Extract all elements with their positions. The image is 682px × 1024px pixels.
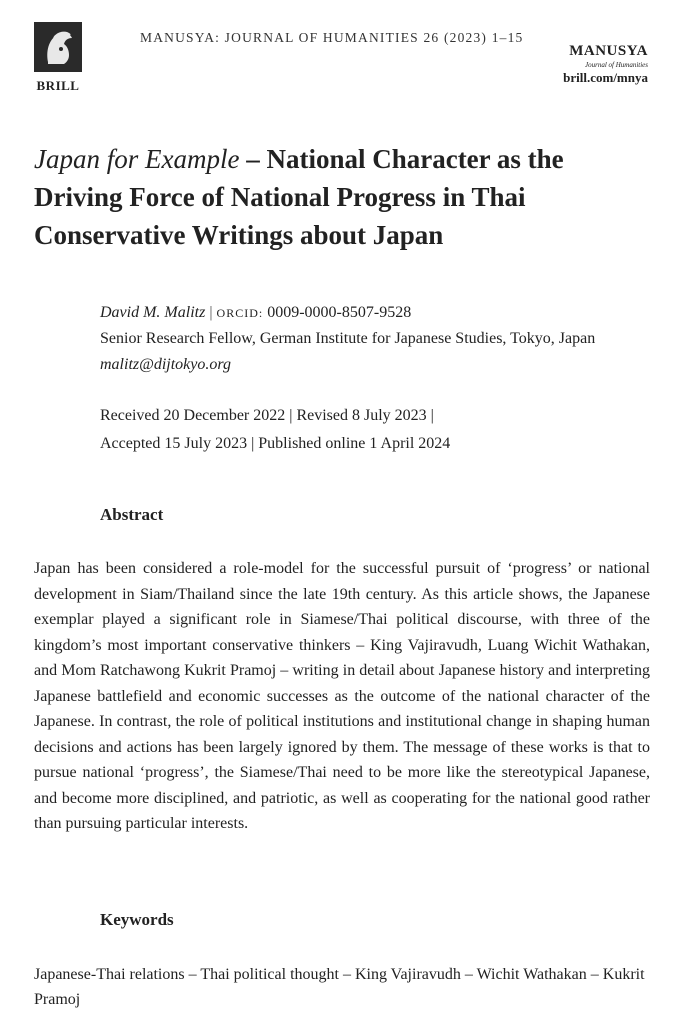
journal-brand-name: MANUSYA [569,43,648,59]
author-name: David M. Malitz [100,304,206,321]
article-title-italic: Japan for Example [34,144,240,174]
author-block [100,300,660,378]
keywords-text: Japanese-Thai relations – Thai political thought – King Vajiravudh – Wichit Wathakan – Kukrit Pramoj [34,966,645,1008]
journal-running-header: MANUSYA: JOURNAL OF HUMANITIES 26 (2023) 1–15 [140,30,524,45]
helmet-icon [34,22,82,72]
publisher-label: BRILL [36,78,80,93]
author-line [100,300,660,326]
dates-line-2: Accepted 15 July 2023 | Published online 1 April 2024 [100,435,451,452]
abstract-text: Japan has been considered a role-model for the successful pursuit of ‘progress’ or national development in Siam/Thailand since the late 19th century. As this article shows, the Japanese exemplar played a significant role in Siamese/Thai political discourse, with three of the kingdom’s most important conservative thinkers – King Vajiravudh, Luang Wichit Wathakan, and Mom Ratchawong Kukrit Pramoj – writing in detail about Japanese history and interpreting Japanese battlefield and economic successes as the outcome of the national character of the Japanese. In contrast, the role of political institutions and institutional change in shaping human decisions and actions has been largely ignored by them. The message of these works is that to pursue national ‘progress’, the Siamese/Thai need to be more like the stereotypical Japanese, and become more disciplined, and patriotic, as well as cooperating for the national good rather than pursuing particular interests. [34,560,650,832]
keywords-heading: Keywords [100,910,174,929]
article-title [34,140,644,254]
dates-line-1: Received 20 December 2022 | Revised 8 July 2023 | [100,407,434,424]
orcid-id[interactable]: 0009-0000-8507-9528 [267,304,412,321]
article-title-rest: – National Character as the Driving Force of National Progress in Thai Conservative Writings about Japan [34,144,564,250]
abstract-heading: Abstract [100,505,164,524]
author-affiliation: Senior Research Fellow, German Institute for Japanese Studies, Tokyo, Japan [100,330,596,347]
publication-dates [100,402,660,458]
author-email-link[interactable]: malitz@dijtokyo.org [100,356,232,373]
journal-url-link[interactable]: brill.com/mnya [563,70,648,86]
separator: | [209,304,217,321]
journal-brand [563,44,648,85]
journal-brand-subtitle: Journal of Humanities [585,60,648,69]
brill-logo [34,22,82,72]
orcid-label: ORCID: [216,306,264,320]
